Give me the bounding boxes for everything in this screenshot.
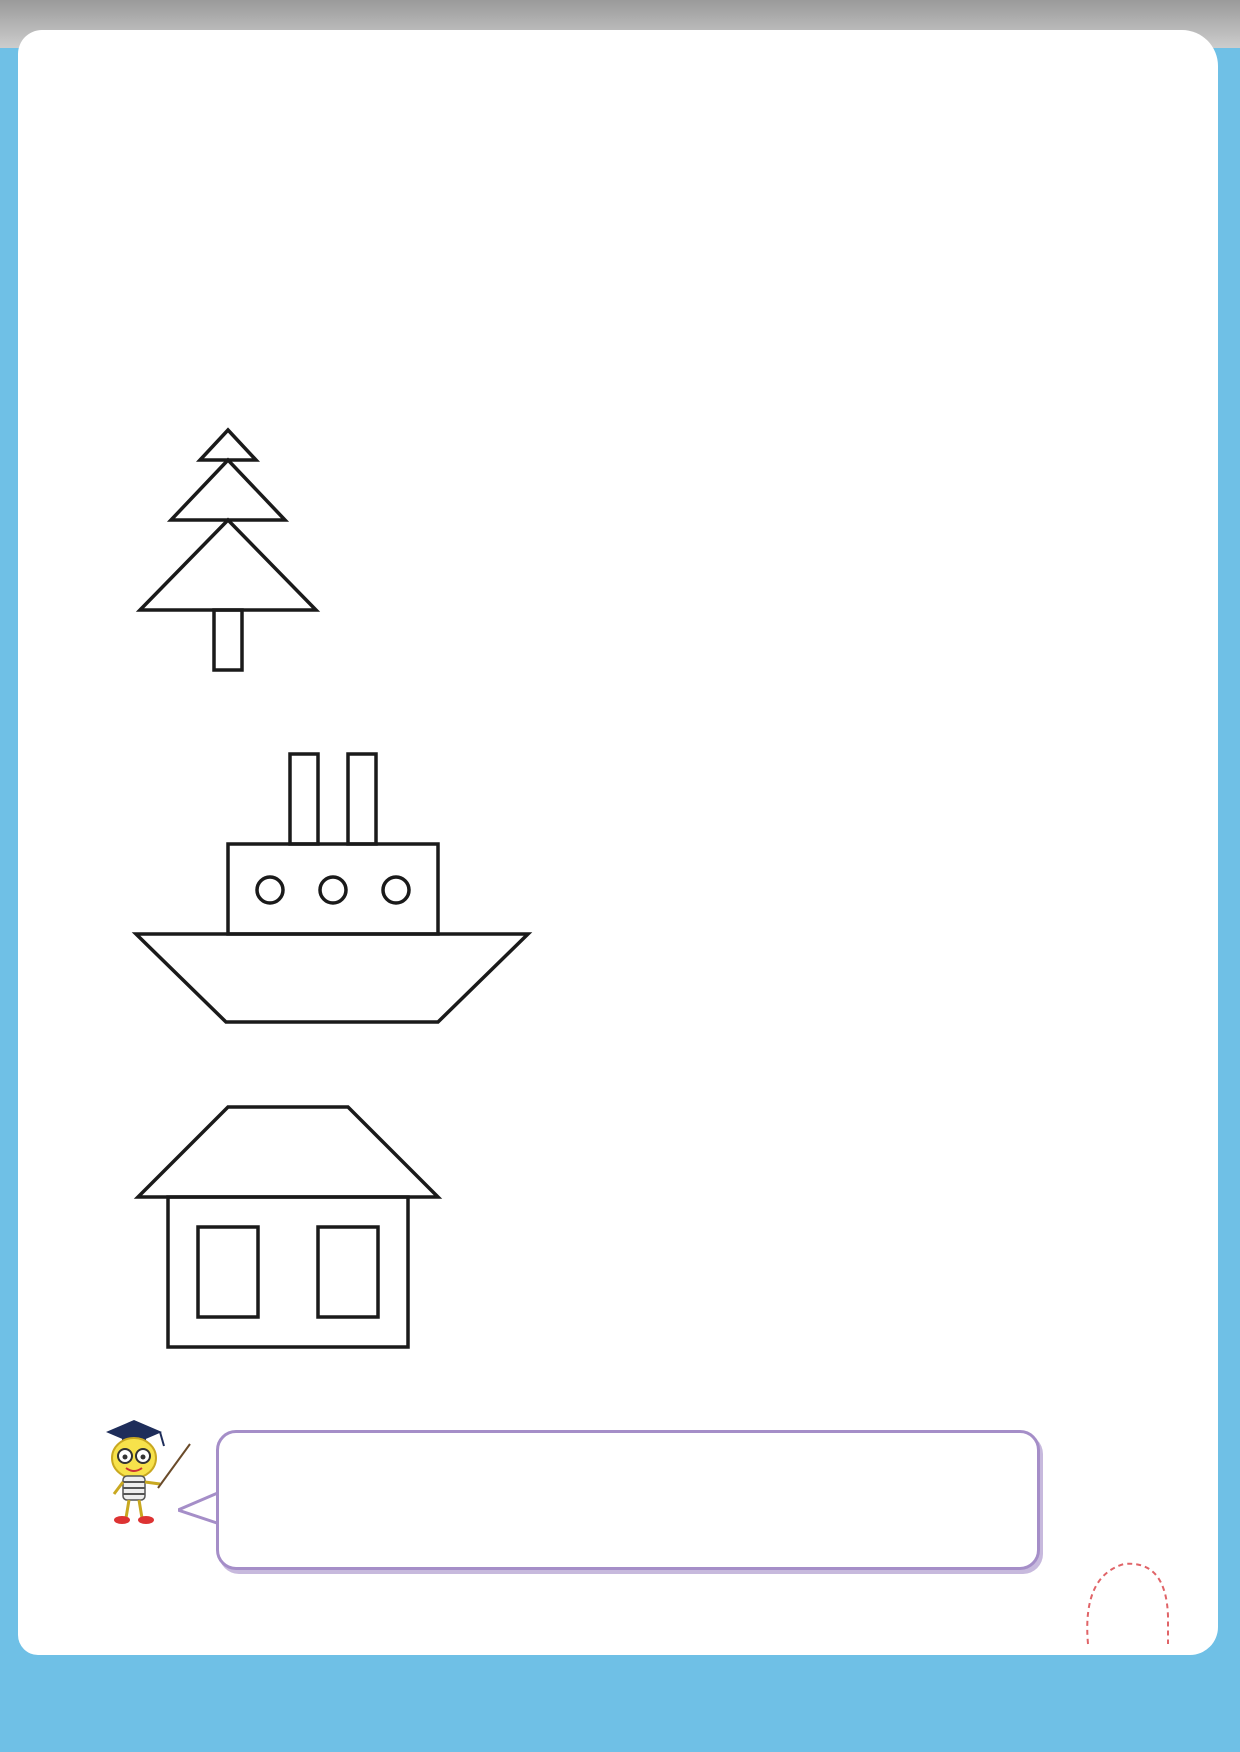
sample-tree-drawing: [140, 430, 316, 670]
grid-panel-tree[interactable]: [108, 400, 1130, 702]
grid-panel-ship[interactable]: [108, 724, 1130, 1056]
grid-panel-house[interactable]: [108, 1077, 1130, 1379]
sample-ship-drawing: [136, 754, 528, 1022]
page-number-badge: [1078, 1556, 1170, 1646]
parent-tip-bubble: [216, 1430, 1040, 1570]
sample-house-drawing: [138, 1107, 438, 1347]
